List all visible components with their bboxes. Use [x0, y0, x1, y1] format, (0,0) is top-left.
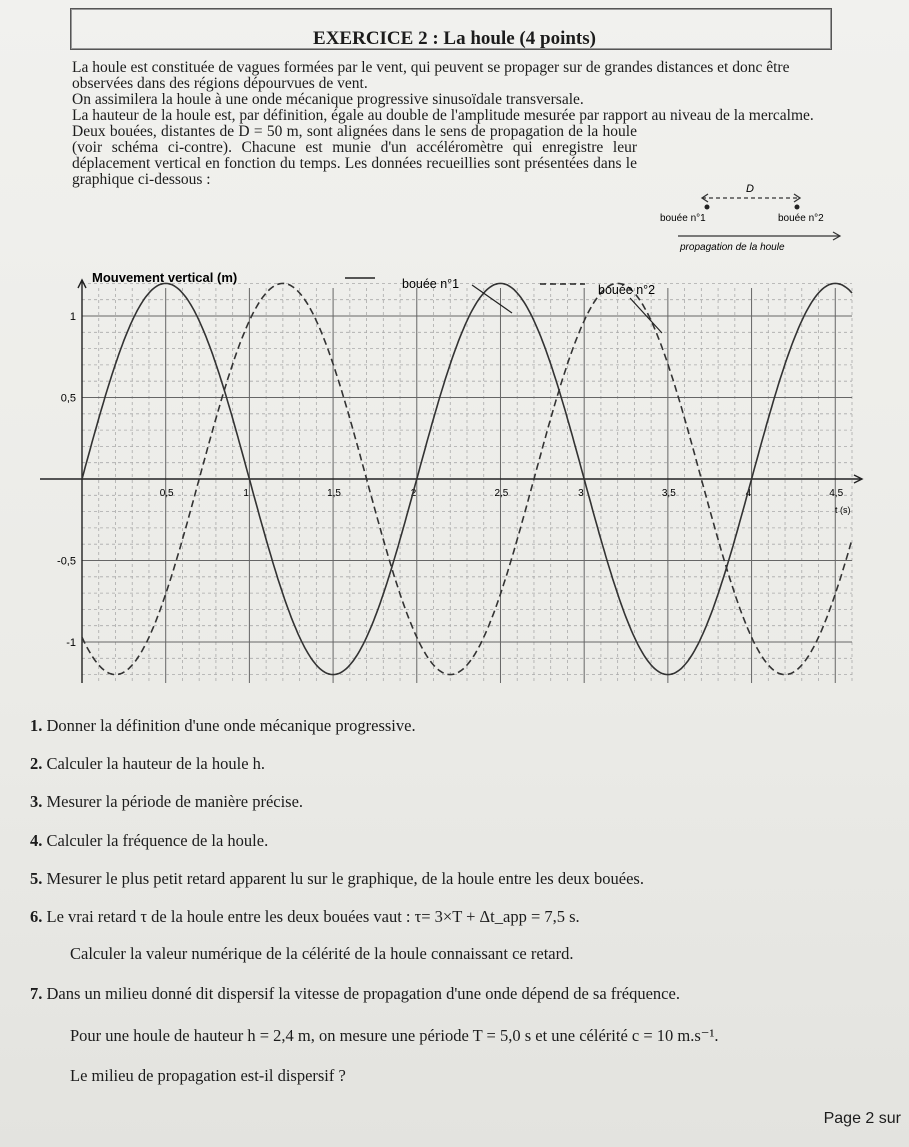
y-tick-label: -0,5: [57, 555, 76, 568]
intro-paragraph-2: On assimilera la houle à une onde mécanique progressive sinusoïdale transversale.: [72, 91, 584, 108]
x-axis-label: t (s): [835, 505, 851, 515]
question-item: [30, 984, 680, 1004]
buoy1-dot: [705, 205, 710, 210]
exercise-title: EXERCICE 2 : La houle (4 points): [313, 28, 596, 49]
buoys-schema: [650, 176, 850, 256]
question-item: [30, 831, 268, 851]
question-text: Mesurer la période de manière précise.: [46, 792, 304, 811]
vertical-motion-chart: [40, 268, 880, 708]
question-text: Mesurer le plus petit retard apparent lu sur le graphique, de la houle entre les deux bouées.: [46, 869, 644, 888]
question-text: Calculer la valeur numérique de la célérité de la houle connaissant ce retard.: [70, 944, 574, 963]
question-item: [30, 716, 416, 736]
x-tick-label: 2: [410, 488, 417, 499]
x-tick-label: 3: [578, 488, 584, 499]
chart-legend: [345, 277, 662, 333]
x-tick-label: 1: [243, 488, 249, 499]
propagation-label: propagation de la houle: [680, 242, 785, 253]
question-item: [70, 1066, 346, 1086]
x-tick-label: 2,5: [494, 488, 509, 499]
question-item: [30, 907, 580, 927]
buoy2-dot: [795, 205, 800, 210]
distance-label: D: [746, 183, 754, 195]
question-item: [30, 792, 303, 812]
question-item: [30, 754, 265, 774]
question-item: [30, 869, 644, 889]
intro-paragraph-3: La hauteur de la houle est, par définition, égale au double de l'amplitude mesurée par rapport au niveau de la mercalme.: [72, 107, 814, 124]
question-number: 5.: [30, 869, 47, 888]
question-text: Calculer la hauteur de la houle h.: [46, 754, 266, 773]
question-text: Calculer la fréquence de la houle.: [46, 831, 269, 850]
x-tick-label: 1,5: [327, 488, 341, 499]
buoy2-label: bouée n°2: [778, 213, 824, 224]
question-number: 2.: [30, 754, 47, 773]
question-number: 7.: [30, 984, 47, 1003]
question-number: 4.: [30, 831, 47, 850]
question-number: 6.: [30, 907, 47, 926]
question-item: [70, 944, 573, 964]
y-tick-label: 1: [69, 311, 76, 323]
x-tick-label: 3,5: [661, 488, 676, 499]
y-tick-label: 0,5: [60, 392, 76, 405]
intro-paragraph-4: Deux bouées, distantes de D = 50 m, sont alignées dans le sens de propagation de la houle (voir schéma ci-contre). Chacune est munie d'un accéléromètre qui enregistre leur déplacement vertical en fonction du temps. Les données recueillies sont présentées dans le graphique ci-dessous :: [72, 123, 637, 188]
buoy1-label: bouée n°1: [660, 213, 706, 224]
x-tick-label: 0,5: [159, 488, 174, 499]
legend-buoy1-label: bouée n°1: [402, 277, 460, 291]
question-text: Le milieu de propagation est-il dispersif ?: [70, 1066, 346, 1085]
page-number: Page 2 sur: [823, 1110, 901, 1127]
question-text: Pour une houle de hauteur h = 2,4 m, on mesure une période T = 5,0 s et une célérité c = 10 m.s⁻¹.: [70, 1026, 719, 1045]
question-number: 1.: [30, 716, 47, 735]
intro-text: [72, 60, 842, 188]
x-tick-label: 4,5: [829, 488, 844, 499]
question-text: Dans un milieu donné dit dispersif la vitesse de propagation d'une onde dépend de sa fréquence.: [46, 984, 680, 1003]
chart-axes: [40, 280, 862, 683]
y-axis-label: Mouvement vertical (m): [92, 270, 238, 285]
y-tick-label: -1: [66, 637, 76, 649]
question-text: Donner la définition d'une onde mécanique progressive.: [46, 716, 416, 735]
question-item: [70, 1026, 719, 1046]
legend-buoy2-label: bouée n°2: [598, 283, 656, 297]
question-text: Le vrai retard τ de la houle entre les deux bouées vaut : τ= 3×T + Δt_app = 7,5 s.: [46, 907, 580, 926]
intro-paragraph-1: La houle est constituée de vagues formées par le vent, qui peuvent se propager sur de grandes distances et donc être observées dans des régions dépourvues de vent.: [72, 59, 790, 92]
legend-buoy1-pointer: [472, 285, 512, 313]
x-tick-label: 4: [745, 488, 752, 499]
question-number: 3.: [30, 792, 47, 811]
